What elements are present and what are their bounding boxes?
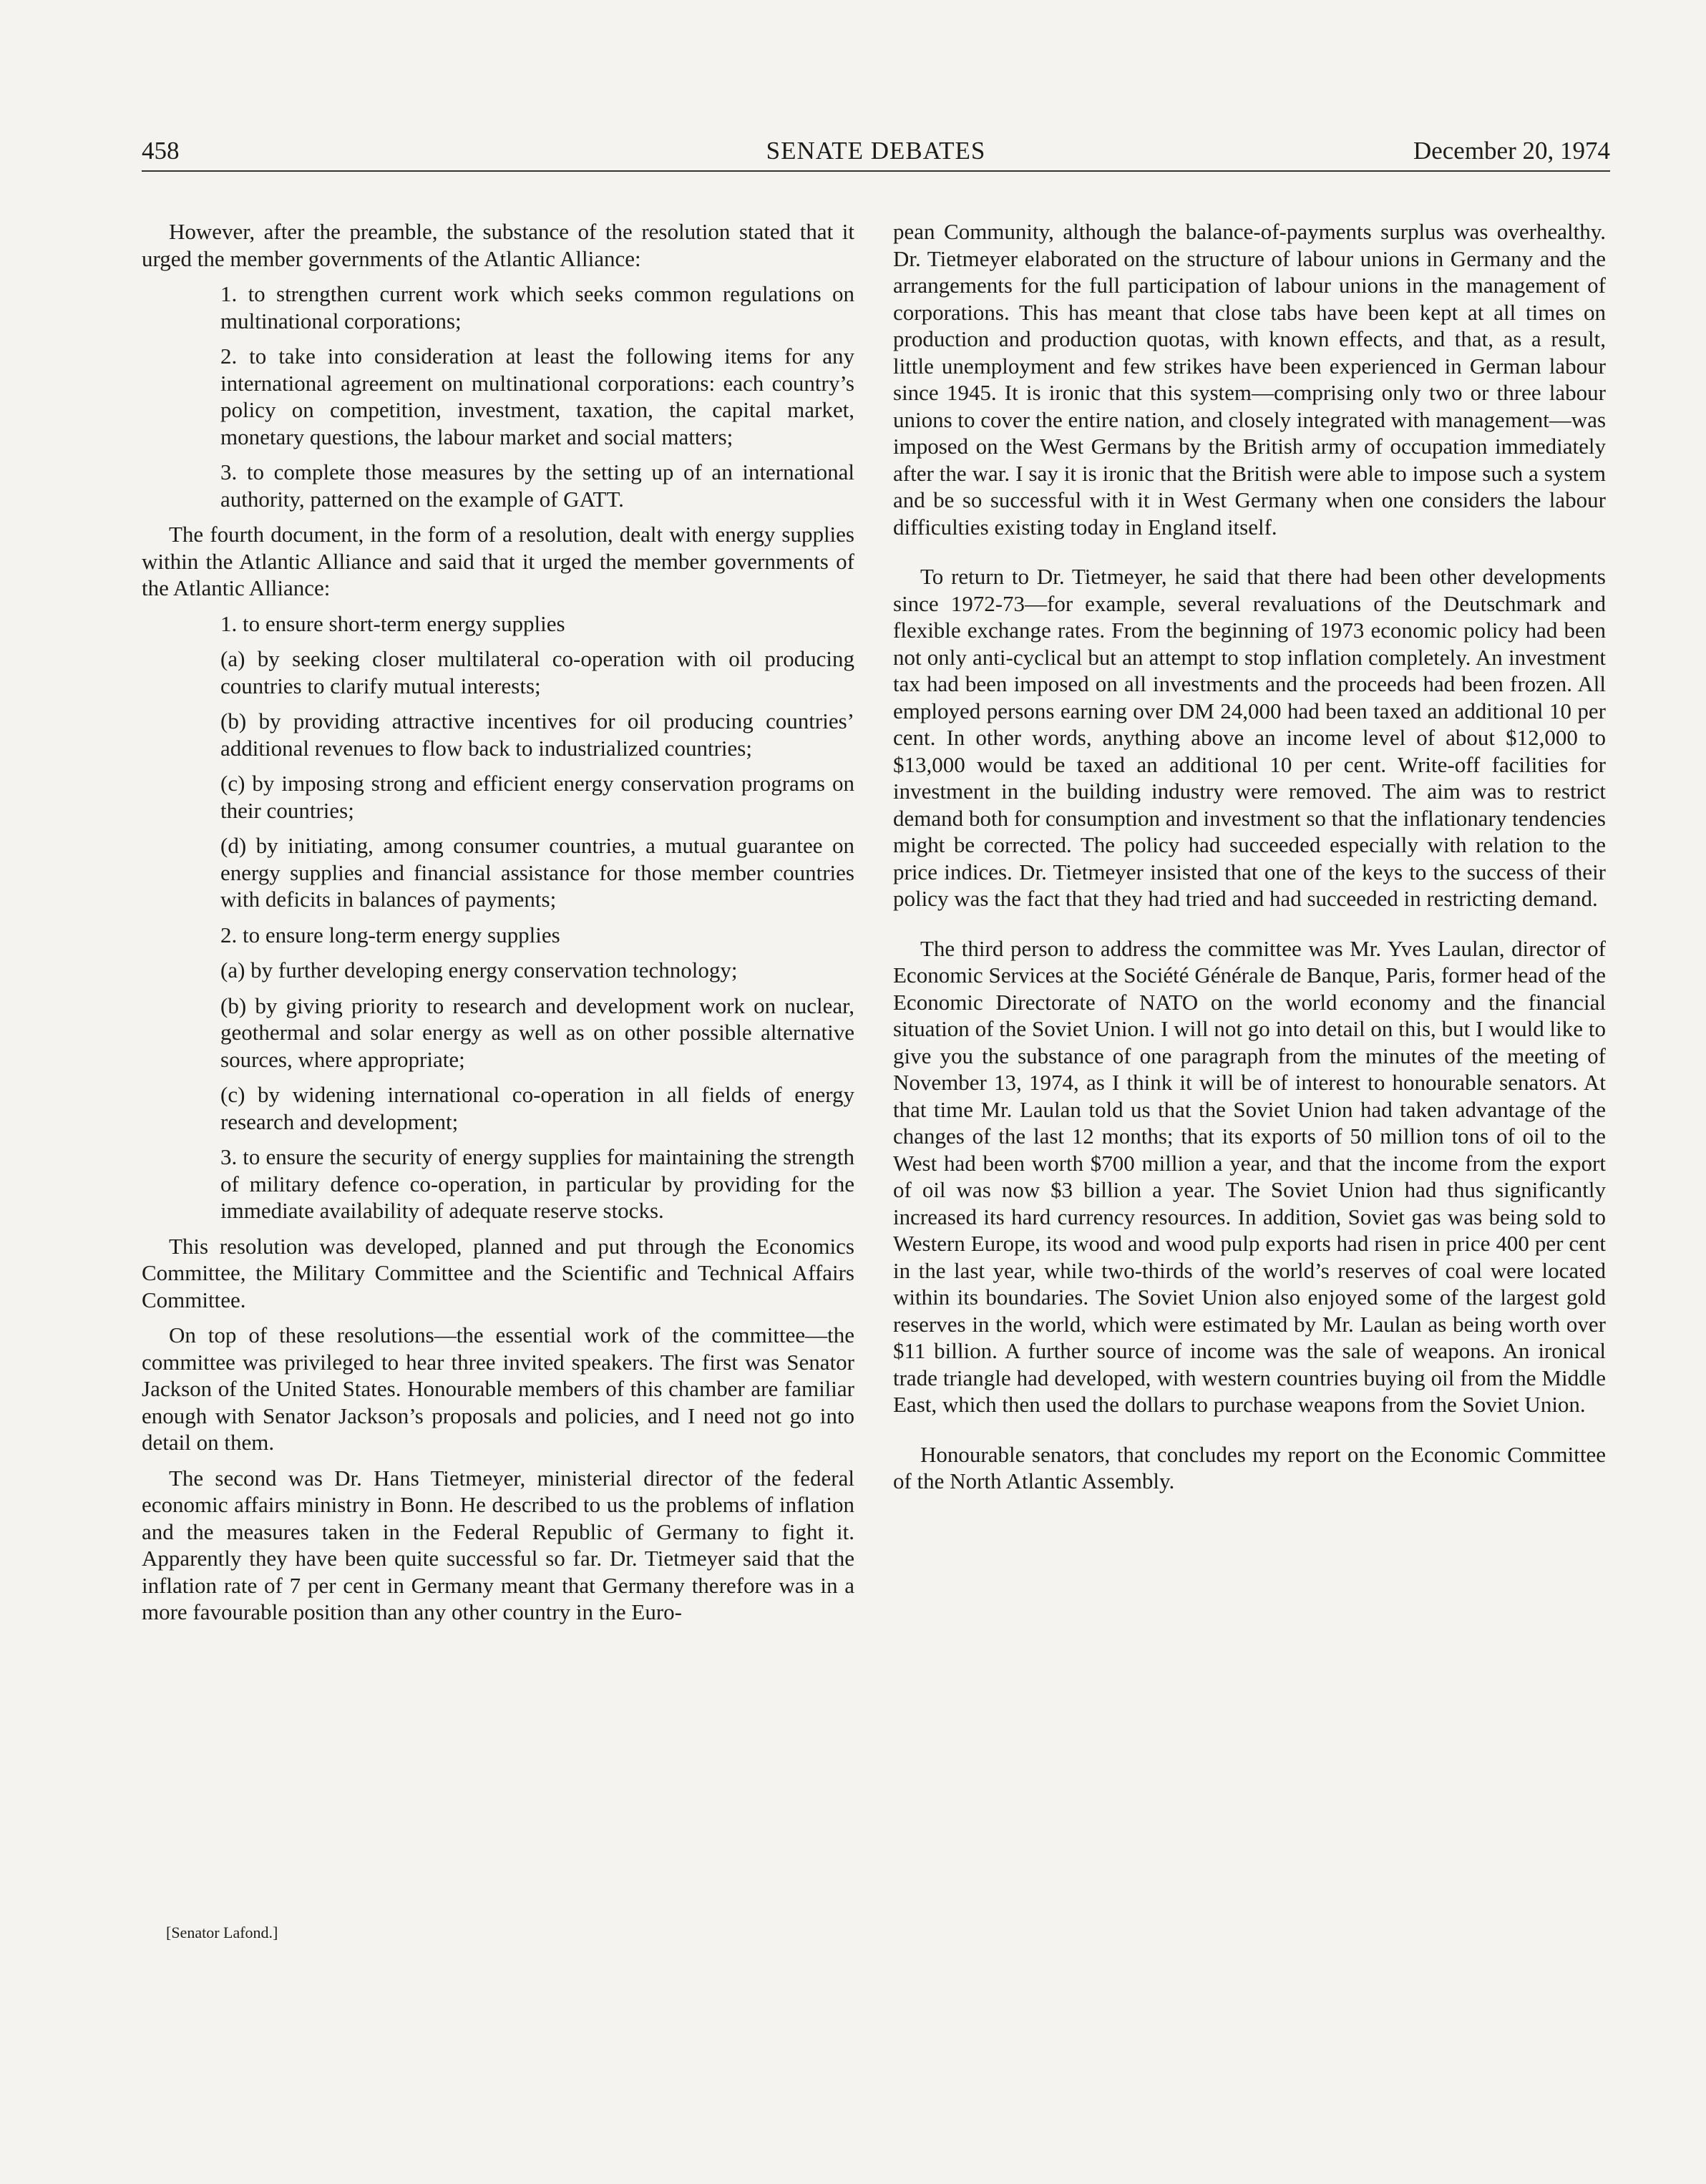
page-date: December 20, 1974 <box>1413 137 1610 165</box>
speaker-note: [Senator Lafond.] <box>166 1924 278 1941</box>
paragraph: This resolution was developed, planned and put through the Economics Committee, the Military Committee and the Scientific and Technical Affairs Committee. <box>142 1233 854 1312</box>
left-column <box>142 218 854 1634</box>
list-item: 2. to take into consideration at least the following items for any international agreement on multinational corporations: each country’s policy on competition, investment, taxation, the capital market, monetary questions, the labour market and social matters; <box>220 343 854 449</box>
page-header <box>142 136 1610 172</box>
list-item: 1. to ensure short-term energy supplies <box>220 610 565 636</box>
list-item: 3. to ensure the security of energy supplies for maintaining the strength of military defence co-operation, in particular by providing for the immediate availability of adequate reserve stocks. <box>220 1144 854 1223</box>
right-column <box>893 218 1606 1503</box>
paragraph: On top of these resolutions—the essential work of the committee—the committee was privileged to hear three invited speakers. The first was Senator Jackson of the United States. Honourable members of this chamber are familiar enough with Senator Jackson’s proposals and policies, and I need not go into detail on them. <box>142 1322 854 1455</box>
paragraph: pean Community, although the balance-of-payments surplus was overhealthy. Dr. Tietmeyer elaborated on the structure of labour unions in Germany and the arrangements for the full participation of labour unions in the management of corporations. This has meant that close tabs have been kept at all times on production and production quotas, with known effects, and that, as a result, little unemployment and few strikes have been experienced in German labour since 1945. It is ironic that this system—comprising only two or three labour unions to cover the entire nation, and closely integrated with management—was imposed on the West Germans by the British army of occupation immediately after the war. I say it is ironic that the British were able to impose such a system and be so successful with it in West Germany when one considers the labour difficulties existing today in England itself. <box>893 219 1607 540</box>
publication-title: SENATE DEBATES <box>766 137 986 165</box>
paragraph: However, after the preamble, the substance of the resolution stated that it urged the member governments of the Atlantic Alliance: <box>142 219 854 271</box>
page-number: 458 <box>142 137 180 165</box>
list-subitem: (b) by giving priority to research and development work on nuclear, geothermal and solar energy as well as on other possible alternative sources, where appropriate; <box>220 993 854 1072</box>
paragraph: The second was Dr. Hans Tietmeyer, ministerial director of the federal economic affairs ministry in Bonn. He described to us the problems of inflation and the measures taken in the Federal Republic of Germany to fight it. Apparently they have been quite successful so far. Dr. Tietmeyer said that the inflation rate of 7 per cent in Germany meant that Germany therefore was in a more favourable position than any other country in the Euro- <box>142 1465 854 1624</box>
list-subitem: (a) by further developing energy conservation technology; <box>220 957 738 983</box>
list-item: 2. to ensure long-term energy supplies <box>220 922 560 947</box>
paragraph: The third person to address the committee was Mr. Yves Laulan, director of Economic Services at the Société Générale de Banque, Paris, former head of the Economic Directorate of NATO on the world economy and the financial situation of the Soviet Union. I will not go into detail on this, but I would like to give you the substance of one paragraph from the minutes of the meeting of November 13, 1974, as I think it will be of interest to honourable senators. At that time Mr. Laulan told us that the Soviet Union had taken advantage of the changes of the last 12 months; that its exports of 50 million tons of oil to the West had been worth $700 million a year, and that the income from the export of oil was now $3 billion a year. The Soviet Union had thus significantly increased its hard currency resources. In addition, Soviet gas was being sold to Western Europe, its wood and wood pulp exports had risen in price 400 per cent in the last year, while two-thirds of the world’s reserves of coal were located within its boundaries. The Soviet Union also enjoyed some of the largest gold reserves in the world, which were estimated by Mr. Laulan as being worth over $11 billion. A further source of income was the sale of weapons. An ironical trade triangle had developed, with western countries buying oil from the Middle East, which then used the dollars to purchase weapons from the Soviet Union. <box>893 935 1606 1417</box>
list-subitem: (a) by seeking closer multilateral co-operation with oil producing countries to clarify mutual interests; <box>220 646 854 698</box>
list-item: 3. to complete those measures by the setting up of an international authority, patterned on the example of GATT. <box>220 459 854 512</box>
list-item: 1. to strengthen current work which seeks common regulations on multinational corporations; <box>220 281 854 333</box>
list-subitem: (d) by initiating, among consumer countries, a mutual guarantee on energy supplies and financial assistance for those member countries with deficits in balances of payments; <box>220 833 854 912</box>
list-subitem: (c) by widening international co-operation in all fields of energy research and development; <box>220 1082 854 1134</box>
list-subitem: (c) by imposing strong and efficient energy conservation programs on their countries; <box>220 771 854 823</box>
paragraph: To return to Dr. Tietmeyer, he said that there had been other developments since 1972-73—for example, several revaluations of the Deutschmark and flexible exchange rates. From the beginning of 1973 economic policy had been not only anti-cyclical but an attempt to stop inflation completely. An investment tax had been imposed on all investments and the proceeds had been frozen. All employed persons earning over DM 24,000 had been taxed an additional 10 per cent. In other words, anything above an income level of about $12,000 to $13,000 would be taxed an additional 10 per cent. Write-off facilities for investment in the building industry were removed. The aim was to restrict demand both for consumption and investment so that the inflationary tendencies might be corrected. The policy had succeeded especially with relation to the price indices. Dr. Tietmeyer insisted that one of the keys to the success of their policy was the fact that they had tried and had succeeded in restricting demand. <box>893 564 1606 911</box>
paragraph: The fourth document, in the form of a resolution, dealt with energy supplies within the Atlantic Alliance and said that it urged the member governments of the Atlantic Alliance: <box>142 522 854 600</box>
list-subitem: (b) by providing attractive incentives for oil producing countries’ additional revenues to flow back to industrialized countries; <box>220 708 854 761</box>
paragraph: Honourable senators, that concludes my report on the Economic Committee of the North Atlantic Assembly. <box>893 1441 1606 1493</box>
